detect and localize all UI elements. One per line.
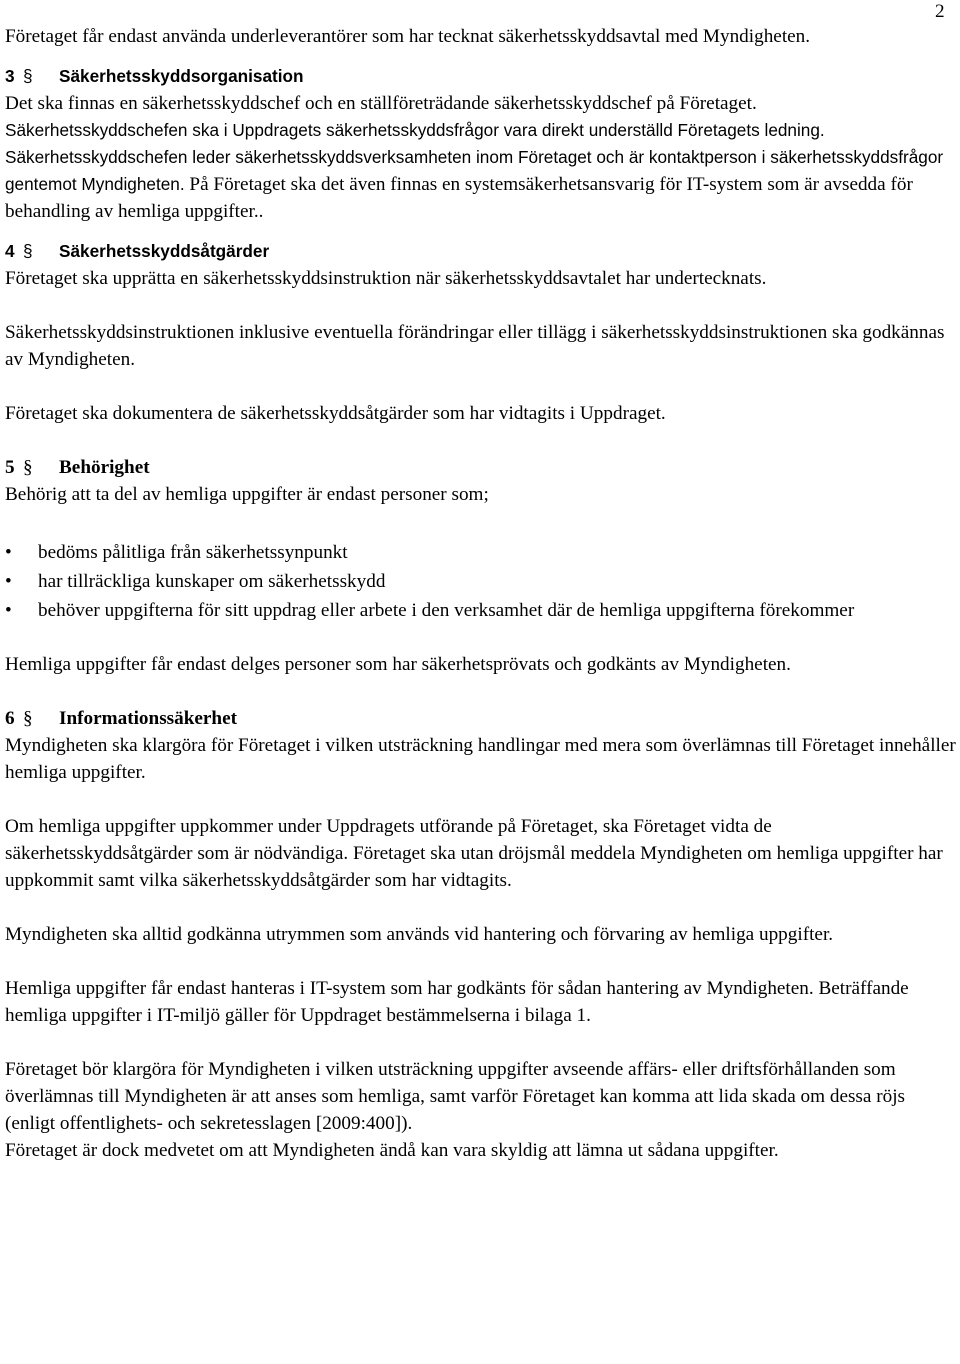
section-title: Informationssäkerhet bbox=[59, 708, 238, 729]
list-item bbox=[5, 597, 957, 624]
section-6-paragraph-6: Företaget är dock medvetet om att Myndigheten ändå kan vara skyldig att lämna ut sådana uppgifter. bbox=[5, 1140, 779, 1161]
section-5-heading bbox=[5, 454, 957, 481]
list-item-text: har tillräckliga kunskaper om säkerhetsskydd bbox=[38, 571, 386, 592]
paragraph-symbol: § bbox=[23, 241, 33, 261]
section-3-paragraph-1: Det ska finnas en säkerhetsskyddschef och en ställföreträdande säkerhetsskyddschef på Företaget. bbox=[5, 93, 757, 114]
section-5-intro: Behörig att ta del av hemliga uppgifter är endast personer som; bbox=[5, 484, 489, 505]
paragraph-symbol: § bbox=[23, 457, 33, 478]
section-4-paragraph-3: Företaget ska dokumentera de säkerhetsskyddsåtgärder som har vidtagits i Uppdraget. bbox=[5, 403, 666, 424]
list-item bbox=[5, 539, 957, 566]
section-3-paragraph-2-text: Säkerhetsskyddschefen ska i Uppdragets säkerhetsskyddsfrågor vara direkt underställd Företagets ledning. Säkerhetsskyddschefen leder säkerhetsskyddsverksamheten inom Företaget och är kontaktperson i säkerhetsskyddsfrågor gentemot Myndigheten. bbox=[5, 120, 944, 194]
section-6-paragraph-1: Myndigheten ska klargöra för Företaget i vilken utsträckning handlingar med mera som överlämnas till Företaget innehåller hemliga uppgifter. bbox=[5, 735, 956, 783]
section-number: 3 bbox=[5, 66, 15, 86]
section-6-heading bbox=[5, 705, 957, 732]
document-body bbox=[5, 23, 957, 1164]
section-3-paragraph-2 bbox=[5, 117, 957, 225]
section-number: 4 bbox=[5, 241, 15, 261]
bullet-icon: • bbox=[5, 571, 12, 592]
section-5-paragraph-after: Hemliga uppgifter får endast delges personer som har säkerhetsprövats och godkänts av Myndigheten. bbox=[5, 654, 791, 675]
section-6-paragraph-2: Om hemliga uppgifter uppkommer under Uppdragets utförande på Företaget, ska Företaget vidta de säkerhetsskyddsåtgärder som är nödvändiga. Företaget ska utan dröjsmål meddela Myndigheten om hemliga uppgifter har uppkommit samt vilka säkerhetsskyddsåtgärder som har vidtagits. bbox=[5, 816, 943, 891]
section-6-paragraph-3: Myndigheten ska alltid godkänna utrymmen som används vid hantering och förvaring av hemliga uppgifter. bbox=[5, 924, 834, 945]
list-item-text: behöver uppgifterna för sitt uppdrag eller arbete i den verksamhet där de hemliga uppgifterna förekommer bbox=[38, 600, 855, 621]
section-3-heading bbox=[5, 63, 957, 90]
section-4-paragraph-2: Säkerhetsskyddsinstruktionen inklusive eventuella förändringar eller tillägg i säkerhetsskyddsinstruktionen ska godkännas av Myndigheten. bbox=[5, 322, 945, 370]
page-number: 2 bbox=[935, 1, 945, 22]
section-title: Behörighet bbox=[59, 457, 150, 478]
paragraph-symbol: § bbox=[23, 66, 33, 86]
section-4-paragraph-1: Företaget ska upprätta en säkerhetsskyddsinstruktion när säkerhetsskyddsavtalet har undertecknats. bbox=[5, 268, 767, 289]
eligibility-list bbox=[5, 539, 957, 624]
bullet-icon: • bbox=[5, 600, 12, 621]
section-title: Säkerhetsskyddsåtgärder bbox=[59, 241, 270, 261]
section-3-paragraph-3: På Företaget ska det även finnas en systemsäkerhetsansvarig för IT-system som är avsedda för behandling av hemliga uppgifter.. bbox=[5, 174, 913, 222]
list-item bbox=[5, 568, 957, 595]
intro-paragraph: Företaget får endast använda underleverantörer som har tecknat säkerhetsskyddsavtal med Myndigheten. bbox=[5, 26, 811, 47]
section-title: Säkerhetsskyddsorganisation bbox=[59, 66, 304, 86]
section-number: 6 bbox=[5, 708, 15, 729]
section-6-paragraph-5: Företaget bör klargöra för Myndigheten i vilken utsträckning uppgifter avseende affärs- eller driftsförhållanden som överlämnas till Myndigheten är att anses som hemliga, samt varför Företaget kan komma att lida skada om dessa röjs (enligt offentlighets- och sekretesslagen [2009:400]). bbox=[5, 1059, 905, 1134]
bullet-icon: • bbox=[5, 542, 12, 563]
section-6-paragraph-4: Hemliga uppgifter får endast hanteras i IT-system som har godkänts för sådan hantering av Myndigheten. Beträffande hemliga uppgifter i IT-miljö gäller för Uppdraget bestämmelserna i bilaga 1. bbox=[5, 978, 909, 1026]
section-4-heading bbox=[5, 238, 957, 265]
section-number: 5 bbox=[5, 457, 15, 478]
list-item-text: bedöms pålitliga från säkerhetssynpunkt bbox=[38, 542, 348, 563]
paragraph-symbol: § bbox=[23, 708, 33, 729]
